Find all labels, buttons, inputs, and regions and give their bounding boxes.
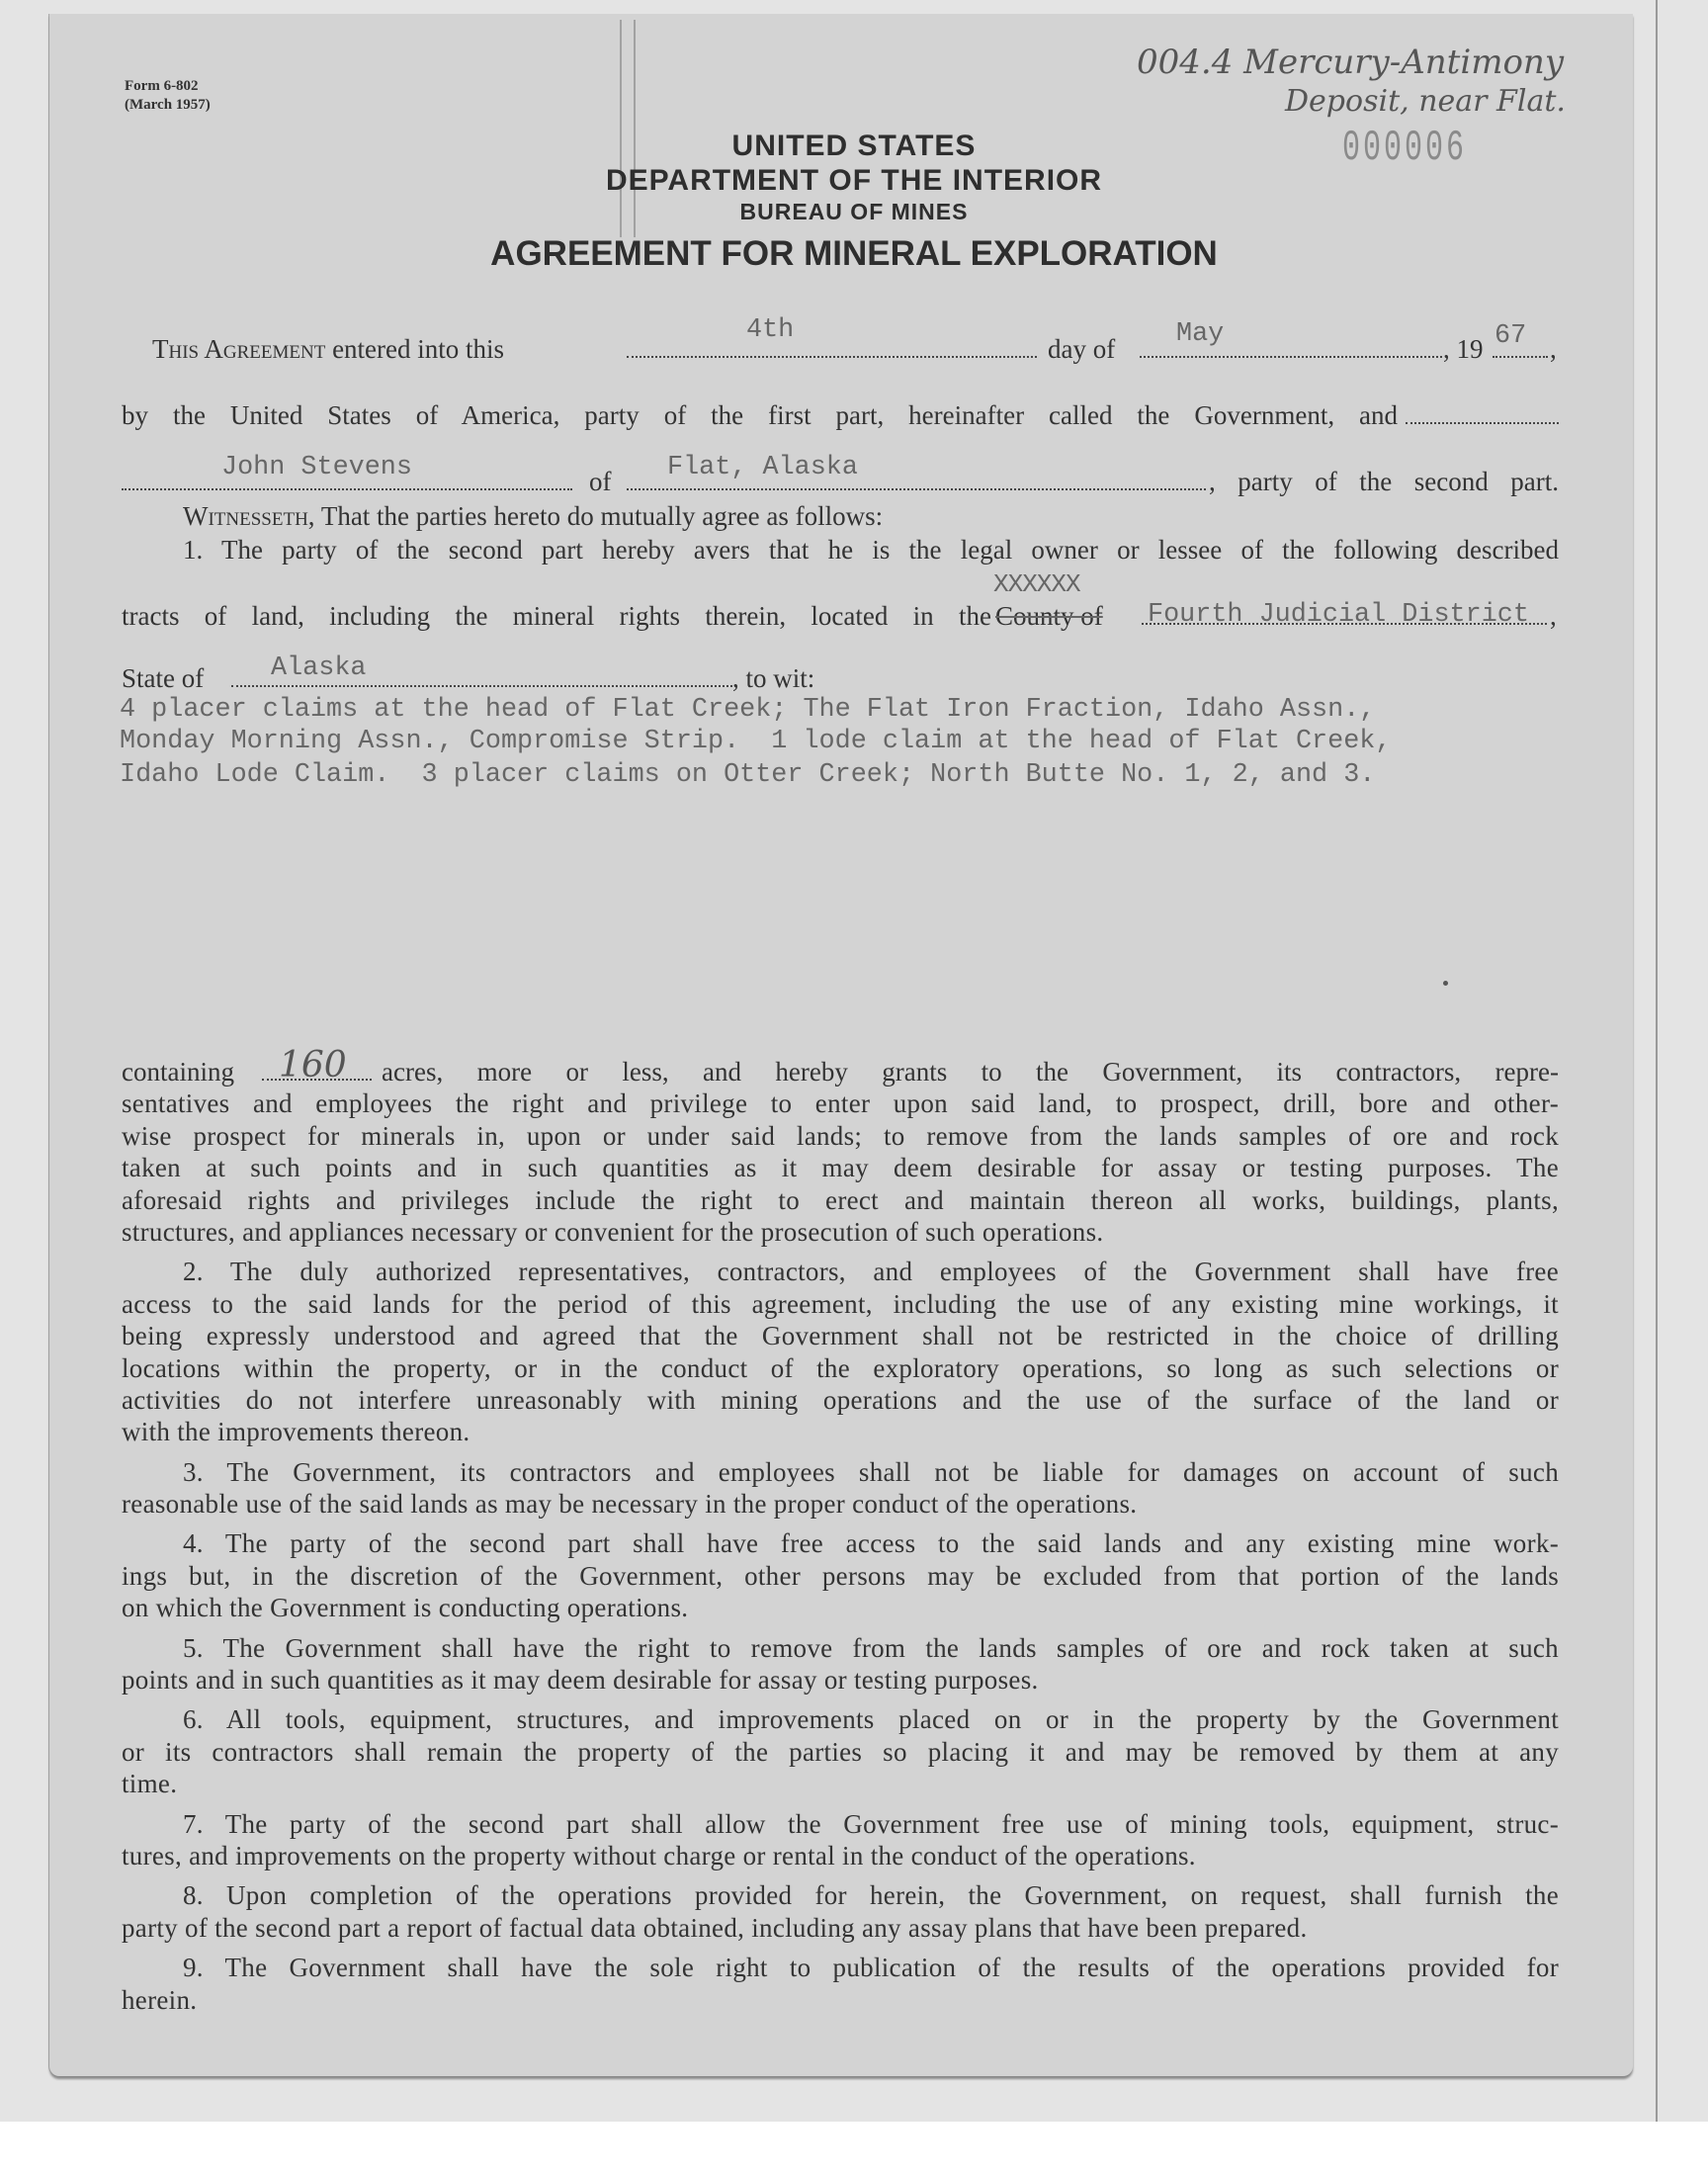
clause-line: locations within the property, or in the conduct of the exploratory operations, so long as such selections or (122, 1352, 1559, 1383)
clause-line: or its contractors shall remain the property of the parties so placing it and may be removed by them at any (122, 1736, 1559, 1767)
clause-line: 6. All tools, equipment, structures, and improvements placed on or in the property by the Government (183, 1704, 1559, 1735)
fold-mark (620, 20, 622, 237)
second-part-label: , party of the second part. (1209, 467, 1559, 496)
this-agreement-label: This Agreement (152, 334, 326, 364)
header-department: DEPARTMENT OF THE INTERIOR (605, 164, 1103, 197)
by-line: by the United States of America, party of the first part, hereinafter called the Government, and (122, 400, 1398, 430)
month-field-line (1140, 356, 1442, 358)
clause-line: party of the second part a report of factual data obtained, including any assay plans that have been prepared. (122, 1912, 1308, 1943)
clause-line: structures, and appliances necessary or convenient for the prosecution of such operations. (122, 1216, 1104, 1247)
clause-line: taken at such points and in such quantities as it may deem desirable for assay or testing purposes. The (122, 1153, 1559, 1183)
containing-label: containing (122, 1057, 234, 1087)
year-field[interactable]: 67 (1494, 321, 1527, 351)
speck (1443, 981, 1448, 986)
party-name-field[interactable]: John Stevens (221, 453, 412, 482)
clause-line: 8. Upon completion of the operations provided for herein, the Government, on request, shall furnish the (183, 1880, 1559, 1911)
property-description-line[interactable]: 4 placer claims at the head of Flat Creek; The Flat Iron Fraction, Idaho Assn., (120, 695, 1376, 725)
form-number: Form 6-802 (125, 78, 199, 94)
agreement-clauses (122, 1088, 1559, 2024)
tracts-line: tracts of land, including the mineral rights therein, located in the (122, 601, 991, 631)
clause-paragraph (122, 1808, 1559, 1872)
clause-line: points and in such quantities as it may deem desirable for assay or testing purposes. (122, 1665, 1039, 1696)
form-date: (March 1957) (125, 97, 211, 113)
clause-line: 2. The duly authorized representatives, contractors, and employees of the Government shall have free (183, 1257, 1559, 1287)
clause-line: on which the Government is conducting operations. (122, 1593, 689, 1623)
party-location-line (627, 488, 1206, 490)
property-description-line[interactable]: Monday Morning Assn., Compromise Strip. 1 lode claim at the head of Flat Creek, (120, 727, 1392, 756)
month-field[interactable]: May (1176, 319, 1225, 349)
witnesseth-label: Witnesseth, (183, 501, 315, 531)
clause-line: with the improvements thereon. (122, 1417, 470, 1447)
clause-paragraph (122, 1632, 1559, 1696)
witnesseth-line (183, 500, 883, 532)
party-name-line (122, 488, 572, 490)
clause-1-line-1: 1. The party of the second part hereby avers that he is the legal owner or lessee of the following described (183, 535, 1559, 565)
clause-line: 5. The Government shall have the right to remove from the lands samples of ore and rock taken at such (183, 1632, 1559, 1663)
clause-line: 3. The Government, its contractors and employees shall not be liable for damages on account of such (183, 1456, 1559, 1487)
year-prefix: , 19 (1443, 334, 1484, 364)
clause-line: reasonable use of the said lands as may be necessary in the proper conduct of the operations. (122, 1489, 1138, 1520)
clause-line: 9. The Government shall have the sole right to publication of the results of the operations provided for (183, 1953, 1559, 1983)
handwritten-file-note: 004.4 Mercury-Antimony (1137, 43, 1565, 82)
clause-paragraph (122, 1088, 1559, 1248)
to-wit-label: , to wit: (732, 663, 815, 693)
clause-paragraph (122, 1703, 1559, 1799)
clause-paragraph (122, 1527, 1559, 1623)
witnesseth-text: That the parties hereto do mutually agree as follows: (320, 501, 884, 531)
of-label: of (589, 467, 612, 496)
clause-line: activities do not interfere unreasonably with mining operations and the use of the surface of the land or (122, 1384, 1559, 1415)
clause-line: 4. The party of the second part shall have free access to the said lands and any existing mine work- (183, 1528, 1559, 1559)
day-field[interactable]: 4th (746, 315, 795, 345)
comma: , (1550, 601, 1557, 631)
stamp-number: 000006 (1342, 125, 1468, 174)
state-of-label: State of (122, 663, 205, 693)
acres-text: acres, more or less, and hereby grants to the Government, its contractors, repre- (382, 1057, 1559, 1087)
clause-paragraph (122, 1456, 1559, 1521)
header-united-states: UNITED STATES (731, 130, 977, 162)
day-of-label: day of (1048, 334, 1116, 364)
county-field[interactable]: Fourth Judicial District (1148, 600, 1529, 630)
entered-label: entered into this (332, 334, 505, 364)
scanner-edge-line (1656, 0, 1658, 2122)
clause-line: 7. The party of the second part shall allow the Government free use of mining tools, equipment, struc- (183, 1808, 1559, 1839)
clause-line: being expressly understood and agreed that the Government shall not be restricted in the choice of drilling (122, 1321, 1559, 1351)
year-field-line (1493, 356, 1548, 358)
party-location-field[interactable]: Flat, Alaska (667, 453, 858, 482)
property-description-line[interactable]: Idaho Lode Claim. 3 placer claims on Otter Creek; North Butte No. 1, 2, and 3. (120, 760, 1376, 790)
comma: , (1550, 334, 1557, 364)
county-struck-label: County of (995, 601, 1103, 631)
day-field-line (627, 356, 1037, 358)
fold-mark (634, 20, 636, 237)
handwritten-file-note-2: Deposit, near Flat. (1285, 84, 1566, 119)
clause-line: time. (122, 1769, 178, 1799)
clause-line: aforesaid rights and privileges include the right to erect and maintain thereon all works, buildings, plants, (122, 1184, 1559, 1215)
clause-line: ings but, in the discretion of the Government, other persons may be excluded from that portion of the lands (122, 1560, 1559, 1591)
clause-paragraph (122, 1879, 1559, 1944)
clause-line: wise prospect for minerals in, upon or under said lands; to remove from the lands samples of ore and rock (122, 1120, 1559, 1151)
acres-field[interactable]: 160 (279, 1045, 347, 1086)
strike-marks: XXXXXX (993, 569, 1080, 599)
clause-line: access to the said lands for the period of this agreement, including the use of any existing mine workings, it (122, 1288, 1559, 1319)
header-bureau: BUREAU OF MINES (739, 199, 969, 224)
agreement-intro (152, 333, 504, 365)
page-title: AGREEMENT FOR MINERAL EXPLORATION (490, 234, 1218, 273)
party-field-line (1406, 422, 1559, 424)
clause-paragraph (122, 1952, 1559, 2016)
state-field[interactable]: Alaska (271, 653, 367, 683)
clause-line: tures, and improvements on the property without charge or rental in the conduct of the operations. (122, 1840, 1196, 1870)
clause-line: herein. (122, 1984, 198, 2015)
state-field-line (231, 685, 732, 687)
clause-paragraph (122, 1256, 1559, 1447)
clause-line: sentatives and employees the right and privilege to enter upon said land, to prospect, drill, bore and other- (122, 1088, 1559, 1119)
